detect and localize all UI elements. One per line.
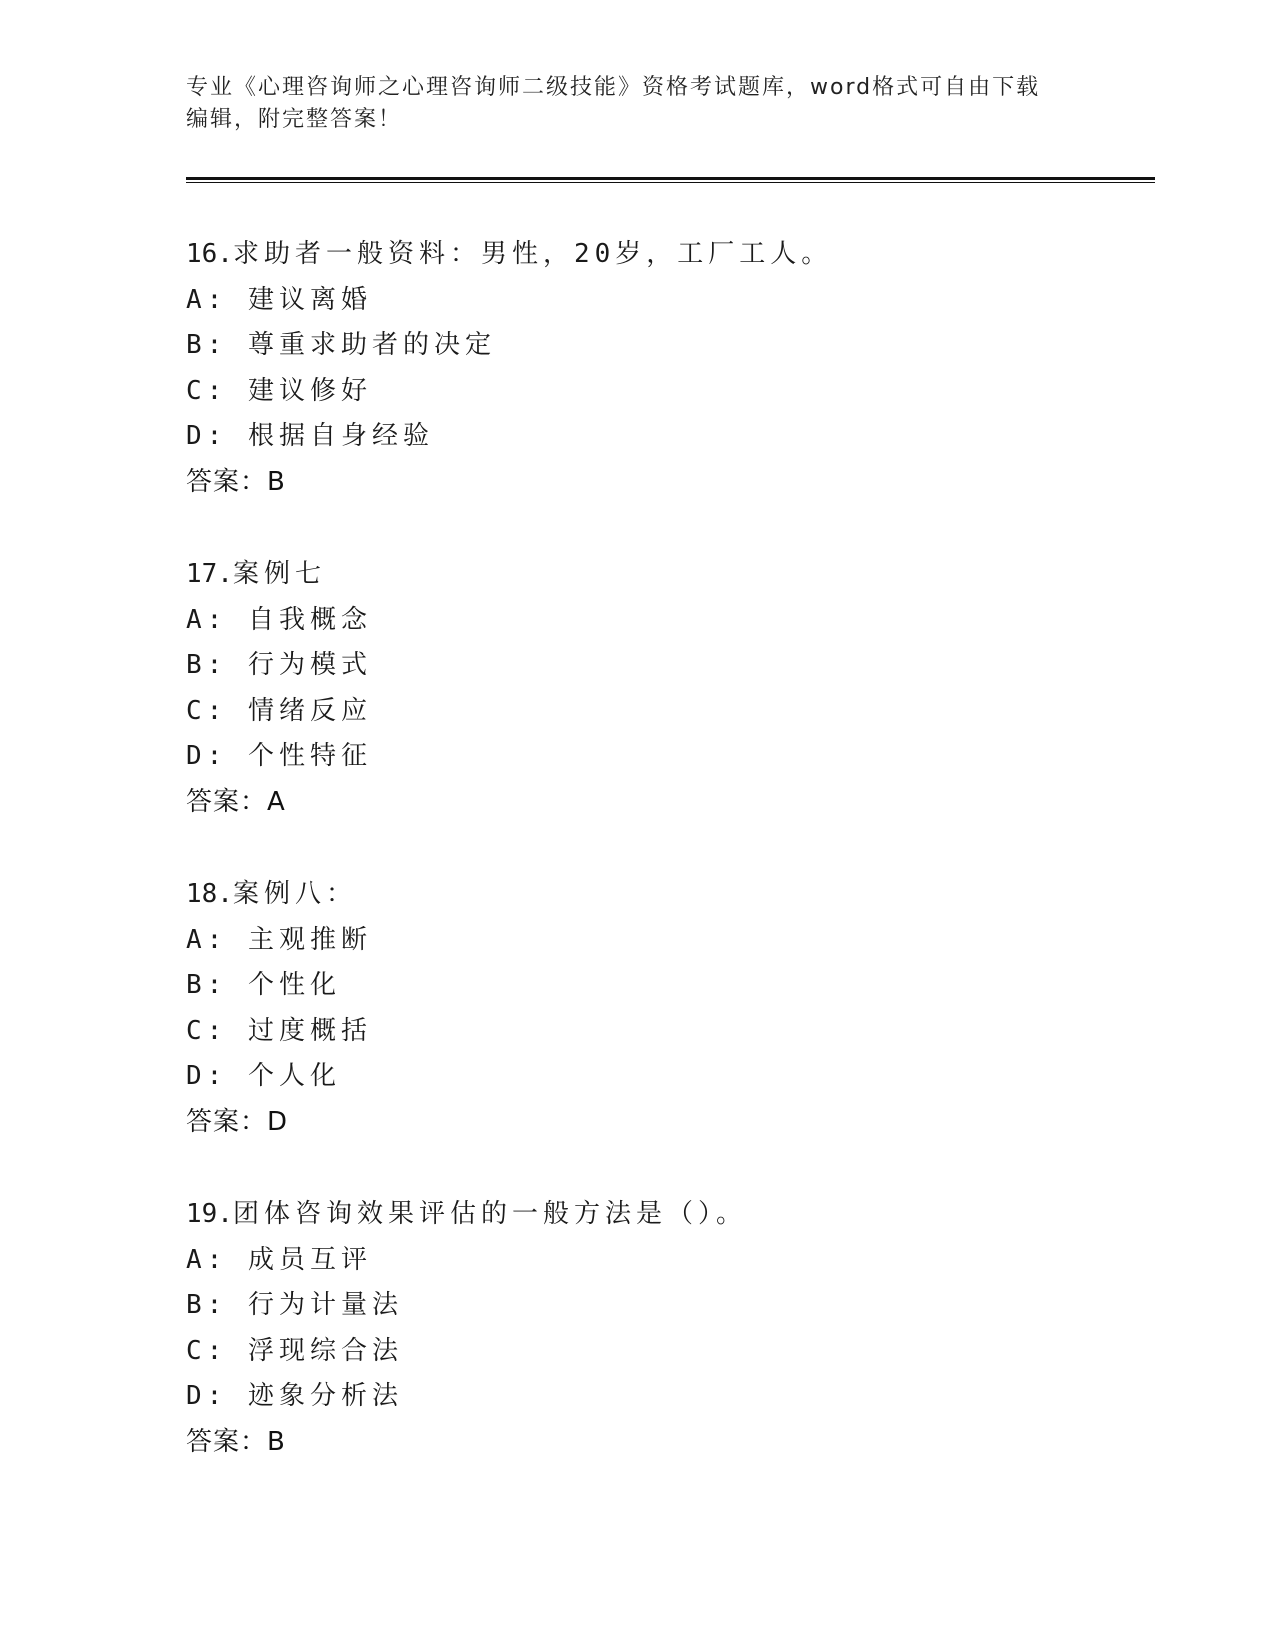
option-c: C: 浮现综合法 [186, 1335, 403, 1366]
question-number: 16. [186, 239, 233, 269]
answer-line: 答案：B [186, 466, 286, 497]
option-b: B: 行为计量法 [186, 1290, 403, 1320]
question-number: 17. [186, 559, 233, 589]
intro-line-1: 专业《心理咨询师之心理咨询师二级技能》资格考试题库，word格式可自由下载 [186, 75, 1041, 100]
question-stem [186, 872, 1146, 918]
option-a: A: 成员互评 [186, 1244, 372, 1275]
question-number: 19. [186, 1199, 233, 1229]
answer-line: 答案：B [186, 1426, 286, 1457]
question-16 [186, 232, 1146, 505]
header-divider-thick [186, 177, 1155, 180]
question-text: 案例八： [232, 879, 357, 909]
option-c: C: 建议修好 [186, 375, 372, 406]
intro-line-2: 编辑，附完整答案！ [186, 107, 403, 132]
question-18 [186, 872, 1146, 1145]
option-c: C: 过度概括 [186, 1015, 372, 1046]
option-b: B: 个性化 [186, 970, 341, 1000]
answer-line: 答案：D [186, 1106, 289, 1137]
option-a: A: 主观推断 [186, 924, 372, 955]
question-stem [186, 552, 1146, 598]
option-d: D: 根据自身经验 [186, 421, 434, 451]
option-c: C: 情绪反应 [186, 695, 372, 726]
question-number: 18. [186, 879, 233, 909]
option-b: B: 尊重求助者的决定 [186, 330, 496, 360]
option-b: B: 行为模式 [186, 650, 372, 680]
option-a: A: 建议离婚 [186, 284, 372, 315]
question-text: 团体咨询效果评估的一般方法是（）。 [232, 1199, 747, 1229]
header-divider-thin [186, 182, 1155, 183]
document-intro [186, 72, 1066, 136]
option-a: A: 自我概念 [186, 604, 372, 635]
question-text: 案例七 [232, 559, 326, 589]
option-d: D: 迹象分析法 [186, 1381, 403, 1411]
question-17 [186, 552, 1146, 825]
option-d: D: 个人化 [186, 1061, 341, 1091]
option-d: D: 个性特征 [186, 741, 372, 771]
answer-line: 答案：A [186, 786, 286, 817]
question-text: 求助者一般资料：男性，20岁，工厂工人。 [232, 239, 833, 269]
question-19 [186, 1192, 1146, 1465]
question-list [186, 232, 1146, 1512]
question-stem [186, 232, 1146, 278]
question-stem [186, 1192, 1146, 1238]
